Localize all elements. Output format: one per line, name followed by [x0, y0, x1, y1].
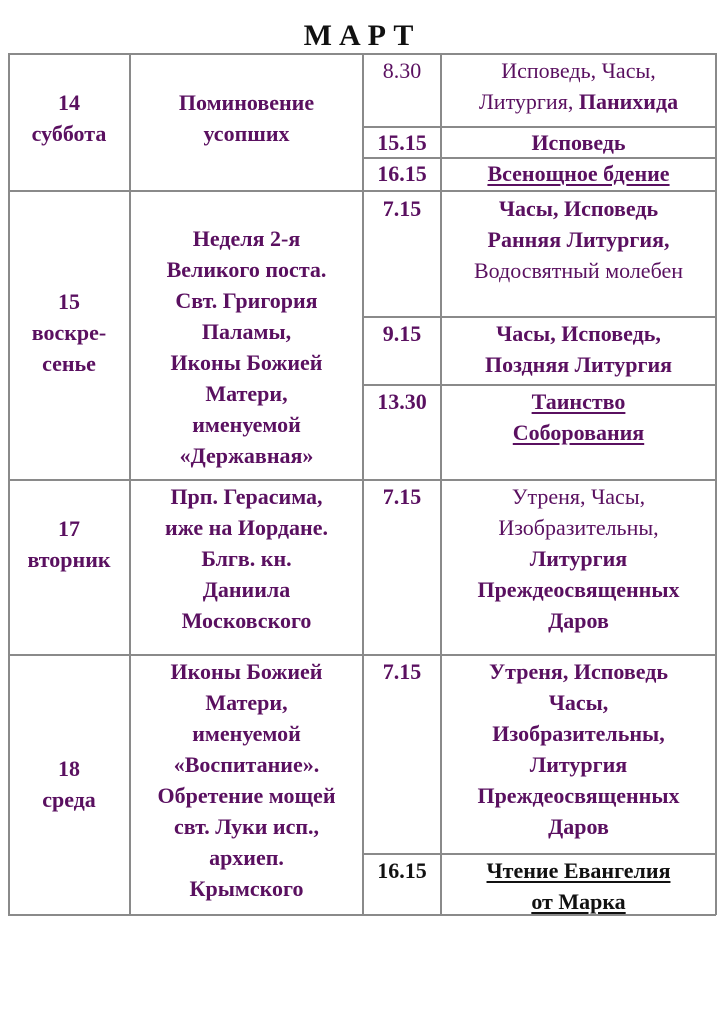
- service-time: 7.15: [382, 196, 422, 221]
- service-description: Таинство Соборования: [512, 389, 645, 445]
- schedule-table: [8, 53, 716, 915]
- feast-cell: Неделя 2-я Великого поста. Свт. Григория Паламы, Иконы Божией Матери, именуемой «Державная»: [166, 226, 327, 468]
- service-time: 16.15: [377, 858, 427, 883]
- page-title: МАРТ: [303, 19, 421, 52]
- feast-line: Поминовение: [178, 90, 315, 115]
- day-date: 14: [58, 90, 80, 115]
- day-date: 18: [58, 756, 80, 781]
- service-time: 8.30: [382, 58, 422, 83]
- day-weekday: воскре-: [31, 320, 107, 345]
- day-date: 15: [58, 289, 80, 314]
- service-description: Утреня, Часы, Изобразительны, Литургия Преждеосвященных Даров: [477, 484, 680, 633]
- day-weekday: суббота: [31, 121, 107, 146]
- service-time: 15.15: [377, 130, 427, 155]
- day-date-cell: [8, 753, 130, 815]
- day-date: 17: [58, 516, 80, 541]
- service-time: 7.15: [382, 484, 422, 509]
- service-description: Исповедь: [531, 130, 626, 155]
- service-description: Часы, Исповедь, Поздняя Литургия: [484, 321, 673, 377]
- service-description: Исповедь, Часы, Литургия, Панихида: [478, 58, 679, 114]
- day-weekday: среда: [42, 787, 96, 812]
- feast-cell: Прп. Герасима, иже на Иордане. Блгв. кн. Даниила Московского: [165, 484, 328, 633]
- day-weekday: сенье: [42, 351, 96, 376]
- day-date-cell: [8, 87, 130, 149]
- service-time: 7.15: [382, 659, 422, 684]
- feast-line: усопших: [203, 121, 290, 146]
- service-time: 9.15: [382, 321, 422, 346]
- feast-cell: [130, 87, 363, 149]
- day-date-cell: [8, 513, 130, 575]
- service-description: Всенощное бдение: [487, 161, 670, 186]
- day-weekday: вторник: [27, 547, 111, 572]
- row-divider: [8, 190, 716, 192]
- service-description: Чтение Евангелия от Марка: [486, 858, 671, 914]
- day-date-cell: [8, 286, 130, 379]
- service-description: Утреня, Исповедь Часы, Изобразительны, Литургия Преждеосвященных Даров: [477, 659, 680, 839]
- feast-cell: Иконы Божией Матери, именуемой «Воспитание». Обретение мощей свт. Луки исп., архиеп. Крымского: [157, 659, 336, 901]
- service-time: 16.15: [377, 161, 427, 186]
- service-description: Часы, Исповедь Ранняя Литургия, Водосвятный молебен: [473, 196, 684, 283]
- service-time: 13.30: [377, 389, 427, 414]
